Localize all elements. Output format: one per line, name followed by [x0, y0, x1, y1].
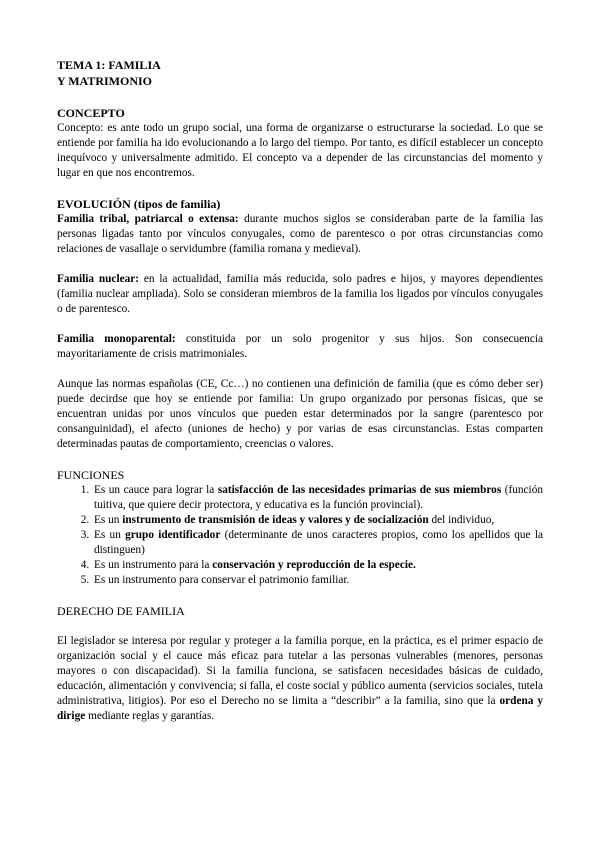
item-text: (determinante de unos caracteres propios, como los apellidos que la distinguen)	[94, 529, 543, 556]
item-emphasis: satisfacción de las necesidades primarias de sus miembros	[217, 484, 502, 496]
funciones-list	[57, 483, 543, 588]
derecho-text: El legislador se interesa por regular y proteger a la familia porque, en la práctica, es el primer espacio de organización social y el cauce más eficaz para tutelar a las personas vulnerables (menores, personas mayores o con discapacidad). Si la familia funciona, se satisfacen necesidades básicas de cuidado, educación, alimentación y convivencia; si falla, el coste social y público aumenta (servicios sociales, tutela administrativa, litigios). Por eso el Derecho no se limita a “describir” a la familia, sino que la	[57, 635, 543, 707]
familia-monoparental-paragraph	[57, 332, 543, 362]
section-heading-funciones: FUNCIONES	[57, 468, 125, 482]
derecho-text-end: mediante reglas y garantías.	[85, 710, 215, 722]
familia-tribal-text: durante muchos siglos se consideraban parte de la familia las personas ligadas tanto por vínculos conyugales, como de parentesco o por otras circunstancias como relaciones de vasallaje o servidumbre (familia romana y medieval).	[57, 213, 543, 255]
derecho-paragraph	[57, 634, 543, 724]
familia-nuclear-paragraph	[57, 272, 543, 317]
item-text: del individuo,	[428, 514, 495, 526]
item-text: Es un instrumento para conservar el patrimonio familiar.	[94, 574, 350, 586]
familia-nuclear-term: Familia nuclear:	[57, 273, 140, 285]
familia-monoparental-text: constituida por un solo progenitor y sus hijos. Son consecuencia mayoritariamente de crisis matrimoniales.	[57, 333, 543, 360]
funciones-list-item	[92, 513, 543, 528]
section-heading-evolucion: EVOLUCIÓN (tipos de familia)	[57, 197, 221, 211]
concepto-paragraph: Concepto: es ante todo un grupo social, una forma de organizarse o estructurarse la sociedad. Lo que se entiende por familia ha ido evolucionando a lo largo del tiempo. Por tanto, es difícil establecer un concepto inequívoco y universalmente admitido. El concepto va a depender de las circunstancias del momento y lugar en que nos encontremos.	[57, 122, 543, 179]
section-heading-concepto: CONCEPTO	[57, 106, 125, 120]
item-emphasis: instrumento de transmisión de ideas y valores y de socialización	[122, 514, 429, 526]
derecho-emphasis: ordena y dirige	[57, 695, 543, 722]
spacer	[57, 89, 543, 105]
document-title-line-2: Y MATRIMONIO	[57, 74, 152, 88]
funciones-list-item	[92, 528, 543, 558]
funciones-list-item	[92, 573, 543, 588]
item-text: Es un	[94, 529, 126, 541]
spacer	[57, 257, 543, 272]
section-heading-derecho: DERECHO DE FAMILIA	[57, 604, 185, 618]
document-title-line-1: TEMA 1: FAMILIA	[57, 58, 161, 72]
item-text: Es un cauce para lograr la	[94, 484, 218, 496]
funciones-list-item	[92, 558, 543, 573]
spacer	[57, 362, 543, 377]
spacer	[57, 181, 543, 196]
familia-monoparental-term: Familia monoparental:	[57, 333, 176, 345]
item-emphasis: conservación y reproducción de la especie.	[212, 559, 416, 571]
item-text: Es un instrumento para la	[94, 559, 213, 571]
familia-tribal-term: Familia tribal, patriarcal o extensa:	[57, 213, 239, 225]
spacer	[57, 317, 543, 332]
spacer	[57, 619, 543, 634]
item-text: (función tuitiva, que quiere decir protectora, y educativa es la función provincial).	[94, 484, 543, 511]
definicion-familia-paragraph: Aunque las normas españolas (CE, Cc…) no contienen una definición de familia (que es cómo deber ser) puede decirdse que hoy se entiende por familia: Un grupo organizado por personas físicas, que se encuentran unidas por unos vínculos que pueden estar determinados por la sangre (parentesco por consanguinidad), el afecto (uniones de hecho) y por varias de esas circunstancias. Estas comparten determinadas pautas de comportamiento, creencias o valores.	[57, 378, 543, 450]
familia-nuclear-text: en la actualidad, familia más reducida, solo padres e hijos, y mayores dependientes (familia nuclear ampliada). Solo se consideran miembros de la familia los ligados por vínculos conyugales o de parentesco.	[57, 273, 543, 315]
spacer	[57, 588, 543, 603]
spacer	[57, 452, 543, 467]
funciones-list-item	[92, 483, 543, 513]
item-emphasis: grupo identificador	[125, 529, 221, 541]
familia-tribal-paragraph	[57, 212, 543, 257]
item-text: Es un	[94, 514, 123, 526]
document-page	[57, 57, 543, 724]
